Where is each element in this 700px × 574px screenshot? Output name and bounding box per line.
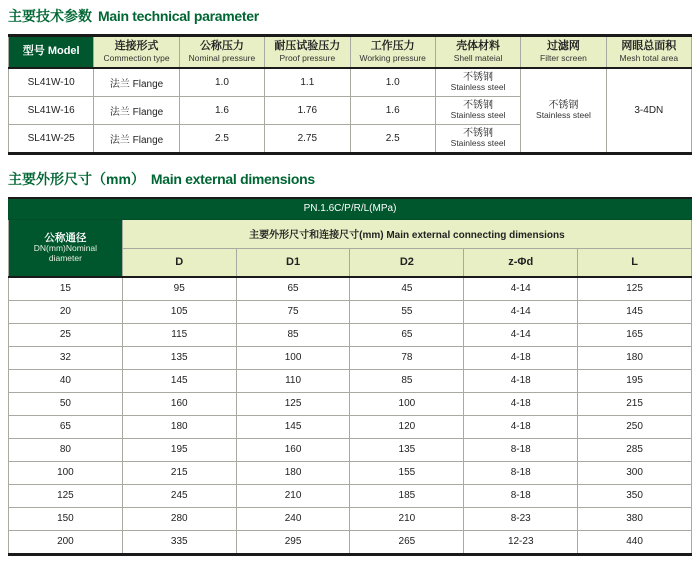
cell-d2: 185: [350, 484, 464, 507]
cell-dn: 20: [9, 300, 123, 323]
table-row: [9, 68, 692, 97]
header-shell-material: 壳体材料 Shell mateial: [435, 35, 520, 68]
header-filter-screen: 过滤网 Filter screen: [521, 35, 606, 68]
header-model-label: 型号 Model: [22, 45, 80, 58]
table2-header-row1: [9, 219, 692, 248]
table-row: [9, 392, 692, 415]
cell-d2: 265: [350, 530, 464, 554]
table2-header: [9, 198, 692, 277]
cell-d: 245: [122, 484, 236, 507]
table-row: [9, 346, 692, 369]
cell-l: 380: [578, 507, 692, 530]
section1-title-en: Main technical parameter: [98, 8, 259, 24]
cell-l: 440: [578, 530, 692, 554]
section2-title: [8, 171, 692, 188]
cell-d: 195: [122, 438, 236, 461]
cell-zphid: 8-18: [464, 438, 578, 461]
header-mesh-total-area: 网眼总面积 Mesh total area: [606, 35, 691, 68]
header-connecting-dimensions: 主要外形尺寸和连接尺寸(mm) Main external connecting dimensions: [122, 219, 691, 248]
cell-dn: 65: [9, 415, 123, 438]
pn-banner-row: [9, 198, 692, 220]
technical-parameter-table: [8, 34, 692, 155]
cell-d: 145: [122, 369, 236, 392]
cell-d: 135: [122, 346, 236, 369]
cell-d1: 145: [236, 415, 350, 438]
section2-title-zh: 主要外形尺寸（mm）: [8, 170, 145, 187]
cell-shell-material: 不锈钢 Stainless steel: [435, 124, 520, 153]
header-proof-pressure: 耐压试验压力 Proof pressure: [265, 35, 350, 68]
cell-zphid: 4-18: [464, 369, 578, 392]
cell-l: 300: [578, 461, 692, 484]
cell-d1: 125: [236, 392, 350, 415]
cell-zphid: 12-23: [464, 530, 578, 554]
table2-body: [9, 277, 692, 555]
table-row: [9, 484, 692, 507]
cell-working: 1.6: [350, 96, 435, 124]
cell-l: 285: [578, 438, 692, 461]
header-nominal-diameter: 公称通径 DN(mm)Nominal diameter: [9, 219, 123, 277]
header-model: [9, 35, 94, 68]
cell-d2: 210: [350, 507, 464, 530]
cell-dn: 150: [9, 507, 123, 530]
cell-l: 145: [578, 300, 692, 323]
cell-d2: 155: [350, 461, 464, 484]
section1-title-zh: 主要技术参数: [8, 8, 92, 24]
cell-zphid: 8-18: [464, 484, 578, 507]
cell-d2: 100: [350, 392, 464, 415]
cell-proof: 2.75: [265, 124, 350, 153]
cell-d: 335: [122, 530, 236, 554]
cell-d2: 45: [350, 277, 464, 301]
cell-proof: 1.1: [265, 68, 350, 97]
cell-shell-material: 不锈钢 Stainless steel: [435, 96, 520, 124]
table-row: [9, 300, 692, 323]
cell-l: 165: [578, 323, 692, 346]
table-row: [9, 438, 692, 461]
cell-d2: 65: [350, 323, 464, 346]
cell-zphid: 8-23: [464, 507, 578, 530]
header-col-d: D: [122, 248, 236, 277]
cell-l: 125: [578, 277, 692, 301]
cell-d1: 160: [236, 438, 350, 461]
cell-d1: 240: [236, 507, 350, 530]
cell-l: 250: [578, 415, 692, 438]
cell-working: 1.0: [350, 68, 435, 97]
cell-zphid: 4-14: [464, 277, 578, 301]
cell-d: 95: [122, 277, 236, 301]
cell-d2: 135: [350, 438, 464, 461]
cell-d1: 65: [236, 277, 350, 301]
table-row: [9, 323, 692, 346]
cell-connection: 法兰 Flange: [94, 124, 179, 153]
section1-title: [8, 8, 692, 25]
cell-d: 115: [122, 323, 236, 346]
cell-dn: 25: [9, 323, 123, 346]
table1-body: [9, 68, 692, 154]
cell-mesh-total-area: 3-4DN: [606, 68, 691, 154]
cell-d: 280: [122, 507, 236, 530]
cell-l: 350: [578, 484, 692, 507]
cell-d2: 78: [350, 346, 464, 369]
cell-zphid: 4-14: [464, 323, 578, 346]
cell-d2: 120: [350, 415, 464, 438]
table-row: [9, 461, 692, 484]
cell-dn: 50: [9, 392, 123, 415]
cell-d1: 295: [236, 530, 350, 554]
cell-l: 215: [578, 392, 692, 415]
cell-l: 180: [578, 346, 692, 369]
cell-model: SL41W-10: [9, 68, 94, 97]
table1-header-row: [9, 35, 692, 68]
cell-dn: 200: [9, 530, 123, 554]
cell-working: 2.5: [350, 124, 435, 153]
cell-d1: 180: [236, 461, 350, 484]
cell-dn: 80: [9, 438, 123, 461]
cell-model: SL41W-25: [9, 124, 94, 153]
cell-zphid: 4-18: [464, 346, 578, 369]
cell-zphid: 8-18: [464, 461, 578, 484]
header-col-d2: D2: [350, 248, 464, 277]
cell-filter-screen: 不锈钢 Stainless steel: [521, 68, 606, 154]
header-working-pressure: 工作压力 Working pressure: [350, 35, 435, 68]
cell-d: 105: [122, 300, 236, 323]
cell-model: SL41W-16: [9, 96, 94, 124]
cell-nominal: 1.0: [179, 68, 264, 97]
table-row: [9, 530, 692, 554]
cell-connection: 法兰 Flange: [94, 96, 179, 124]
cell-d: 215: [122, 461, 236, 484]
header-connection-type: 连接形式 Commection type: [94, 35, 179, 68]
cell-connection: 法兰 Flange: [94, 68, 179, 97]
cell-d: 180: [122, 415, 236, 438]
cell-d1: 110: [236, 369, 350, 392]
cell-d1: 210: [236, 484, 350, 507]
cell-d2: 55: [350, 300, 464, 323]
cell-d1: 85: [236, 323, 350, 346]
table1-header: [9, 35, 692, 68]
pn-banner: PN.1.6C/P/R/L(MPa): [9, 198, 692, 220]
external-dimensions-table: [8, 197, 692, 556]
cell-d2: 85: [350, 369, 464, 392]
table-row: [9, 277, 692, 301]
cell-proof: 1.76: [265, 96, 350, 124]
cell-d: 160: [122, 392, 236, 415]
header-col-l: L: [578, 248, 692, 277]
cell-dn: 15: [9, 277, 123, 301]
table-row: [9, 415, 692, 438]
cell-d1: 75: [236, 300, 350, 323]
cell-dn: 32: [9, 346, 123, 369]
header-col-d1: D1: [236, 248, 350, 277]
cell-l: 195: [578, 369, 692, 392]
cell-d1: 100: [236, 346, 350, 369]
header-col-zphid: z-Φd: [464, 248, 578, 277]
cell-dn: 40: [9, 369, 123, 392]
cell-shell-material: 不锈钢 Stainless steel: [435, 68, 520, 97]
table-row: [9, 507, 692, 530]
cell-nominal: 1.6: [179, 96, 264, 124]
table-row: [9, 369, 692, 392]
cell-zphid: 4-18: [464, 392, 578, 415]
header-nominal-pressure: 公称压力 Nominal pressure: [179, 35, 264, 68]
cell-dn: 125: [9, 484, 123, 507]
section2-title-en: Main external dimensions: [150, 170, 315, 187]
cell-zphid: 4-18: [464, 415, 578, 438]
cell-nominal: 2.5: [179, 124, 264, 153]
cell-zphid: 4-14: [464, 300, 578, 323]
cell-dn: 100: [9, 461, 123, 484]
